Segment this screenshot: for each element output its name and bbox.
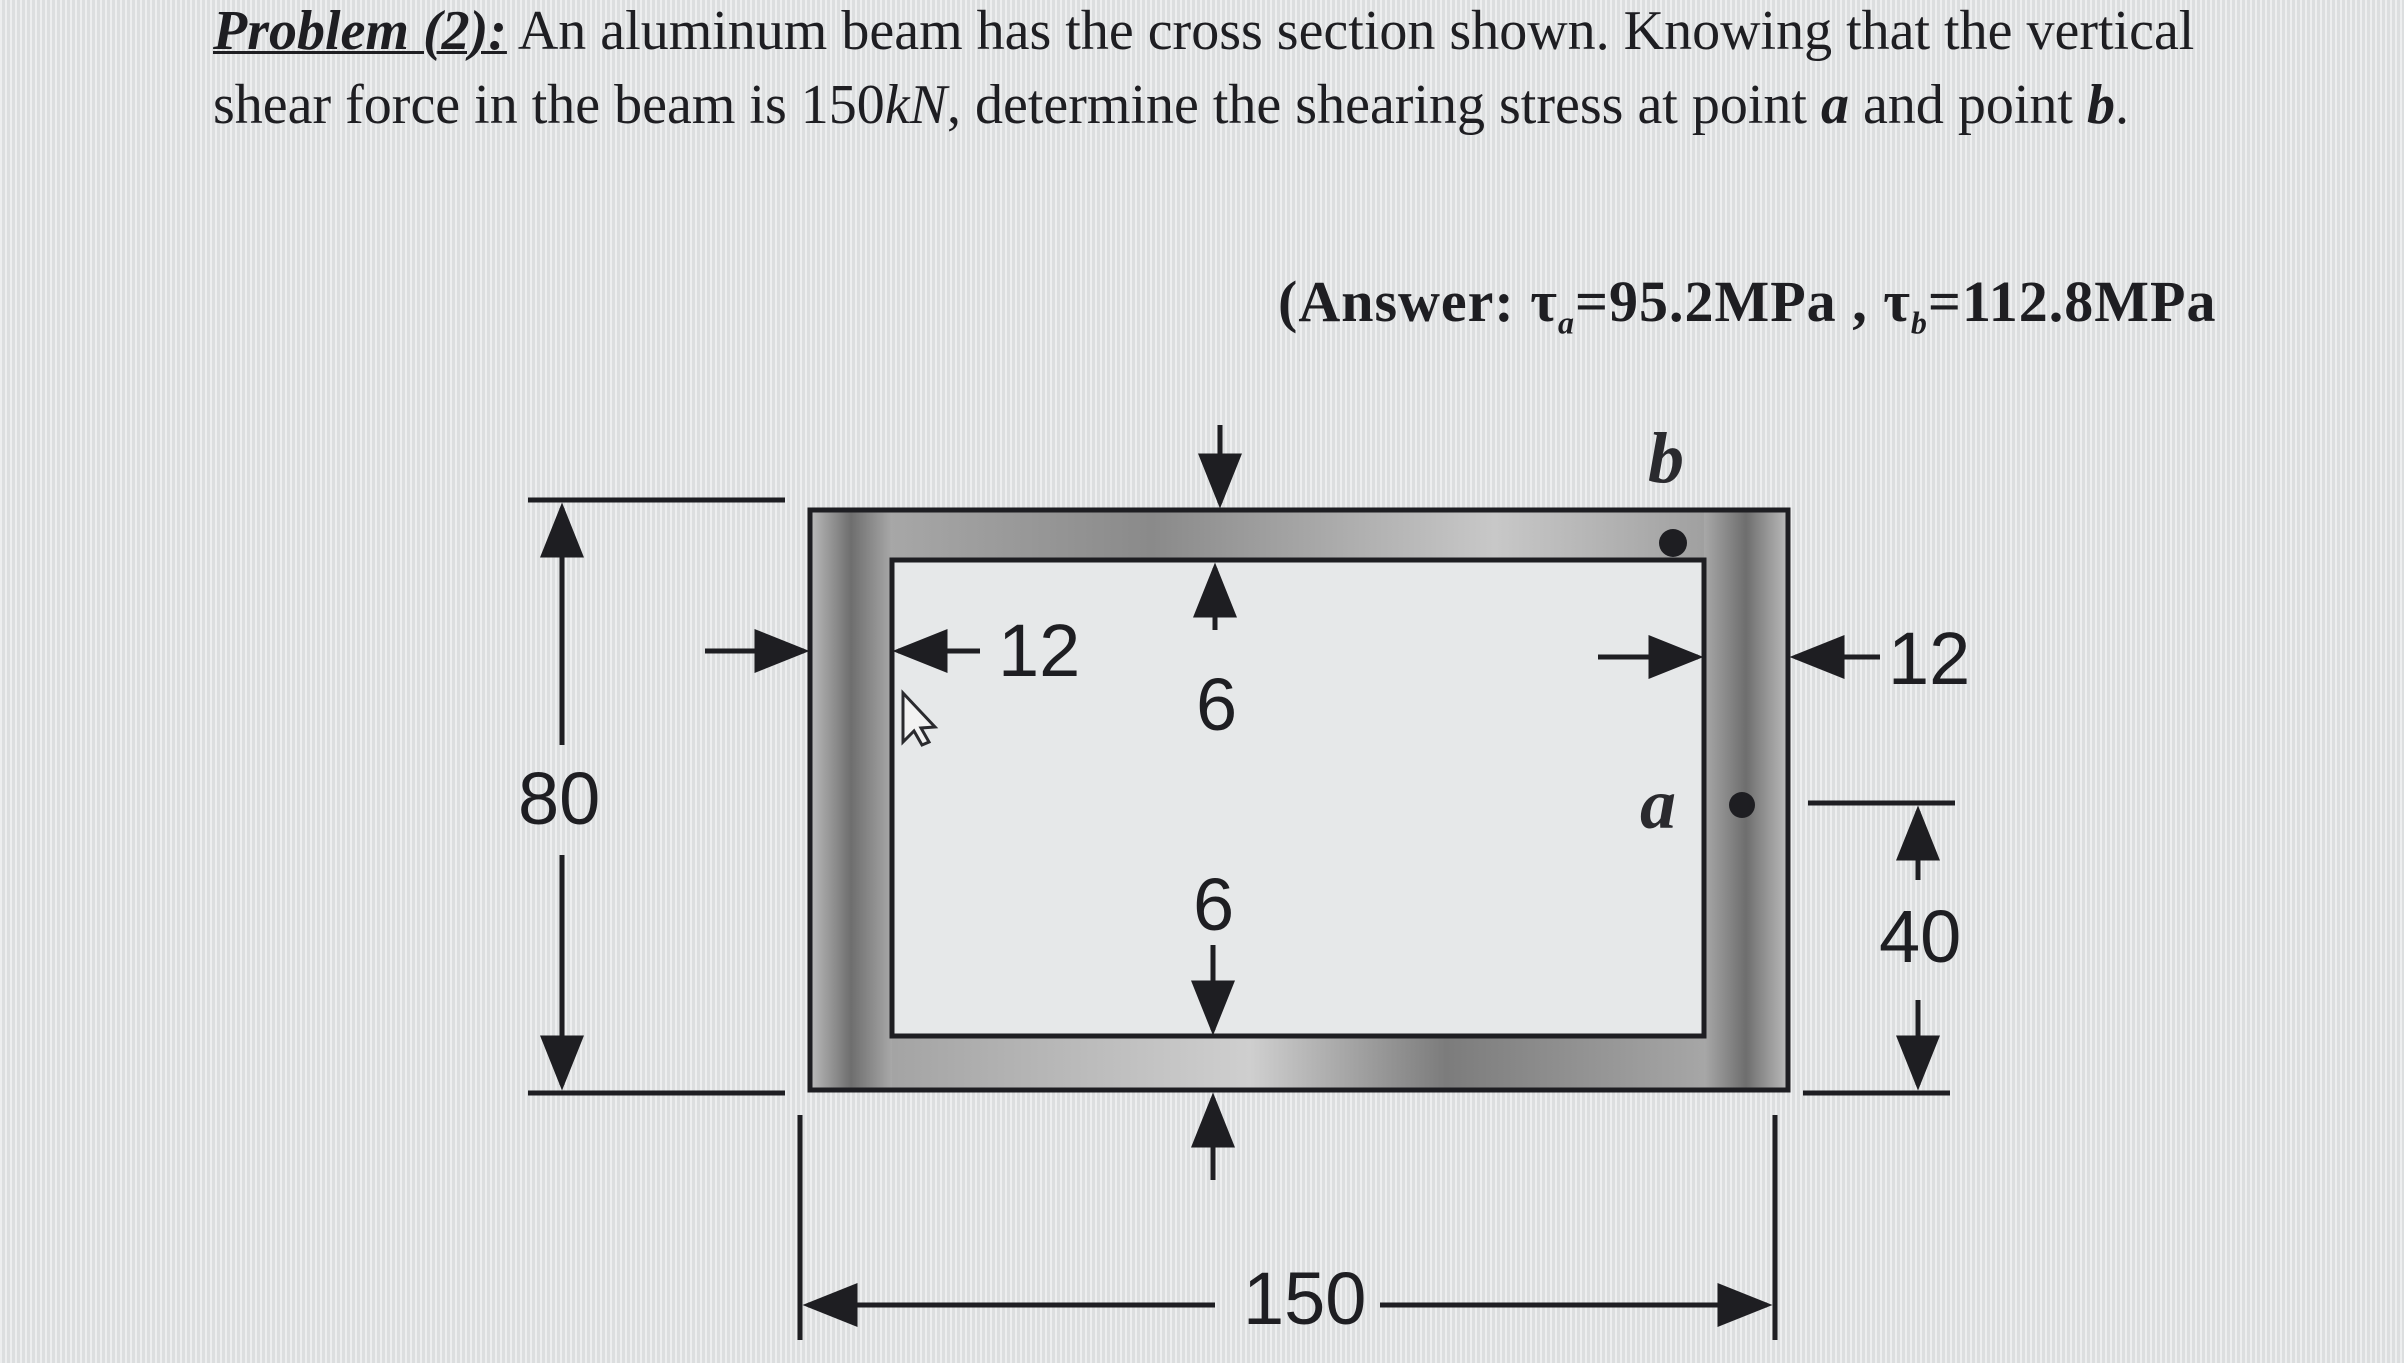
answer-sub-b: b bbox=[1910, 304, 1928, 341]
right-wall-label: 12 bbox=[1888, 617, 1971, 700]
answer-tau-a: τ bbox=[1530, 269, 1558, 334]
width-label: 150 bbox=[1243, 1257, 1367, 1340]
problem-point-a: a bbox=[1820, 74, 1849, 136]
bottom-flange bbox=[810, 1036, 1788, 1090]
answer-sub-a: a bbox=[1557, 304, 1575, 341]
problem-text-2: , determine the shearing stress at point bbox=[946, 74, 1821, 136]
problem-text-1: An aluminum beam has the cross section shown. Knowing that the vertical shear force in the beam is 150 bbox=[213, 0, 2195, 136]
point-a-height-label: 40 bbox=[1879, 895, 1962, 978]
point-b-marker bbox=[1659, 529, 1687, 557]
problem-unit: kN bbox=[884, 74, 947, 136]
answer-value-b: =112.8MPa bbox=[1927, 269, 2217, 334]
height-label: 80 bbox=[518, 757, 601, 840]
problem-text-4: . bbox=[2114, 74, 2129, 136]
left-wall-label: 12 bbox=[998, 609, 1081, 692]
point-a-marker bbox=[1729, 792, 1755, 818]
problem-text-3: and point bbox=[1848, 74, 2087, 136]
top-flange bbox=[810, 510, 1788, 560]
answer-value-a: =95.2MPa bbox=[1574, 269, 1837, 334]
point-a-label: a bbox=[1640, 764, 1676, 844]
point-b-label: b bbox=[1648, 418, 1684, 498]
answer-prefix: (Answer: bbox=[1278, 269, 1531, 334]
left-wall bbox=[810, 510, 892, 1090]
answer-tau-b: τ bbox=[1883, 269, 1911, 334]
problem-label: Problem (2): bbox=[213, 0, 507, 62]
bottom-flange-label: 6 bbox=[1193, 863, 1235, 946]
answer-separator: , bbox=[1836, 269, 1884, 334]
problem-point-b: b bbox=[2086, 74, 2115, 136]
top-flange-label: 6 bbox=[1196, 663, 1238, 746]
